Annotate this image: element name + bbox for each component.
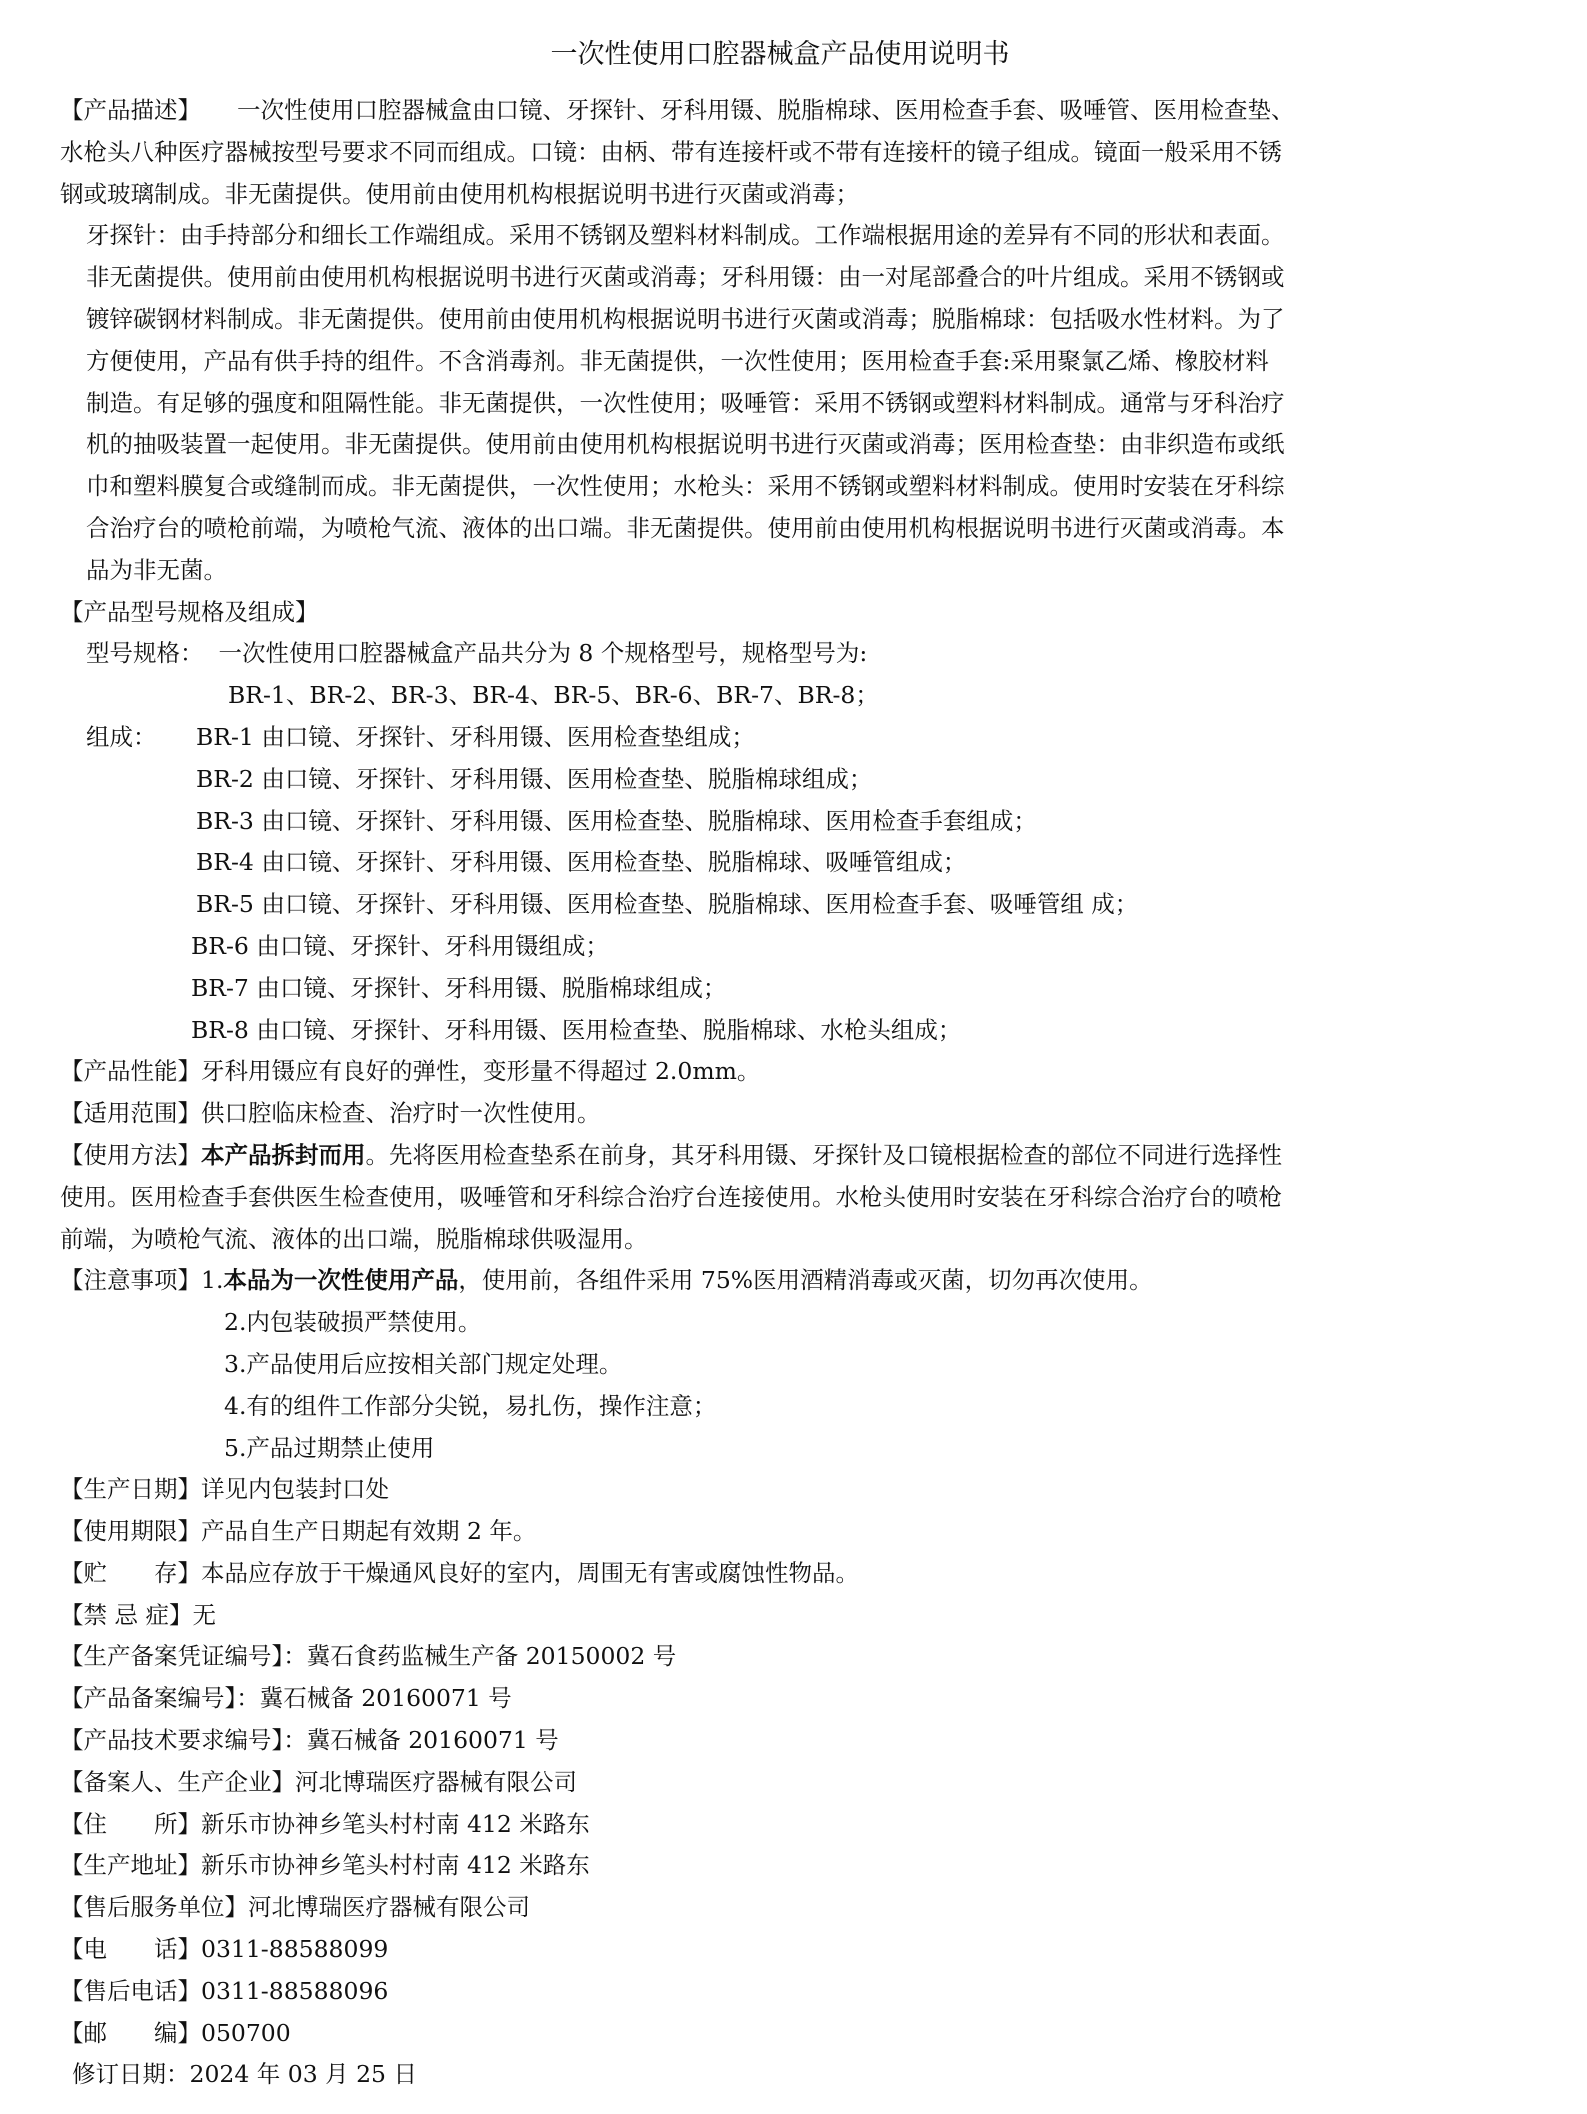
- info-after-sales-phone: 【售后电话】0311-88588096: [60, 1976, 389, 2005]
- description-line-11: 合治疗台的喷枪前端，为喷枪气流、液体的出口端。非无菌提供。使用前由使用机构根据说明书进行灭菌或消毒。本: [86, 513, 1285, 542]
- note-item-2: 2.内包装破损严禁使用。: [224, 1308, 482, 1337]
- description-line-9: 机的抽吸装置一起使用。非无菌提供。使用前由使用机构根据说明书进行灭菌或消毒；医用检查垫：由非织造布或纸: [86, 430, 1285, 459]
- model-spec-values: BR-1、BR-2、BR-3、BR-4、BR-5、BR-6、BR-7、BR-8；: [228, 681, 879, 710]
- note-item-3: 3.产品使用后应按相关部门规定处理。: [224, 1349, 623, 1378]
- composition-line-7: BR-7 由口镜、牙探针、牙科用镊、脱脂棉球组成；: [191, 973, 727, 1002]
- scope-line: [60, 1093, 1520, 1135]
- info-product-filing: 【产品备案编号】：冀石械备 20160071 号: [60, 1684, 512, 1713]
- model-spec-text: 一次性使用口腔器械盒产品共分为 8 个规格型号，规格型号为:: [218, 639, 868, 668]
- models-section: [60, 592, 1520, 1052]
- info-address: 【住 所】新乐市协神乡笔头村村南 412 米路东: [60, 1809, 590, 1838]
- info-tech-requirement: 【产品技术要求编号】：冀石械备 20160071 号: [60, 1726, 559, 1755]
- usage-label: 【使用方法】: [60, 1140, 201, 1169]
- info-production-license: 【生产备案凭证编号】：冀石食药监械生产备 20150002 号: [60, 1642, 677, 1671]
- info-production-date: 【生产日期】详见内包装封口处: [60, 1475, 389, 1504]
- info-postcode: 【邮 编】050700: [60, 2018, 291, 2047]
- usage-line-2: 使用。医用检查手套供医生检查使用，吸唾管和牙科综合治疗台连接使用。水枪头使用时安装在牙科综合治疗台的喷枪: [60, 1182, 1282, 1211]
- instruction-document: [60, 20, 1520, 2096]
- notes-section: [60, 1260, 1520, 1469]
- scope-label: 【适用范围】: [60, 1099, 201, 1128]
- info-production-address: 【生产地址】新乐市协神乡笔头村村南 412 米路东: [60, 1851, 590, 1880]
- info-phone: 【电 话】0311-88588099: [60, 1935, 389, 1964]
- description-line-1: 【产品描述】 一次性使用口腔器械盒由口镜、牙探针、牙科用镊、脱脂棉球、医用检查手套、吸唾管、医用检查垫、: [60, 96, 1295, 124]
- usage-line-3: 前端，为喷枪气流、液体的出口端，脱脂棉球供吸湿用。: [60, 1224, 648, 1253]
- notes-label: 【注意事项】: [60, 1266, 201, 1295]
- info-contraindication: 【禁 忌 症】无: [60, 1600, 216, 1629]
- info-validity: 【使用期限】产品自生产日期起有效期 2 年。: [60, 1517, 537, 1546]
- description-line-2: 水枪头八种医疗器械按型号要求不同而组成。口镜：由柄、带有连接杆或不带有连接杆的镜子组成。镜面一般采用不锈: [60, 137, 1282, 166]
- description-line-10: 巾和塑料膜复合或缝制而成。非无菌提供，一次性使用；水枪头：采用不锈钢或塑料材料制成。使用时安装在牙科综: [86, 472, 1285, 501]
- document-title: 一次性使用口腔器械盒产品使用说明书: [550, 39, 1010, 70]
- model-spec-label: 型号规格：: [86, 639, 204, 668]
- description-line-12: 品为非无菌。: [86, 555, 227, 584]
- info-section: [60, 1469, 1520, 2054]
- performance-line: [60, 1051, 1520, 1093]
- composition-line-4: BR-4 由口镜、牙探针、牙科用镊、医用检查垫、脱脂棉球、吸唾管组成；: [196, 848, 967, 877]
- model-spec-line: [60, 633, 1520, 675]
- composition-line-2: BR-2 由口镜、牙探针、牙科用镊、医用检查垫、脱脂棉球组成；: [196, 764, 873, 793]
- usage-bold-text: 本产品拆封而用: [201, 1140, 366, 1169]
- composition-line-1: 组成： BR-1 由口镜、牙探针、牙科用镊、医用检查垫组成；: [60, 717, 1520, 759]
- scope-text: 供口腔临床检查、治疗时一次性使用。: [201, 1099, 601, 1128]
- models-label: 【产品型号规格及组成】: [60, 597, 319, 626]
- description-line-5: 非无菌提供。使用前由使用机构根据说明书进行灭菌或消毒；牙科用镊：由一对尾部叠合的叶片组成。采用不锈钢或: [86, 263, 1285, 292]
- revision-date: 修订日期：2024 年 03 月 25 日: [72, 2060, 417, 2089]
- composition-line-5: BR-5 由口镜、牙探针、牙科用镊、医用检查垫、脱脂棉球、医用检查手套、吸唾管组 成；: [196, 890, 1139, 919]
- note-item-4: 4.有的组件工作部分尖锐，易扎伤，操作注意；: [224, 1391, 717, 1420]
- description-label: 【产品描述】: [60, 96, 201, 124]
- info-storage: 【贮 存】本品应存放于干燥通风良好的室内，周围无有害或腐蚀性物品。: [60, 1558, 859, 1587]
- usage-section: [60, 1135, 1520, 1260]
- description-line-4: 牙探针：由手持部分和细长工作端组成。采用不锈钢及塑料材料制成。工作端根据用途的差异有不同的形状和表面。: [86, 221, 1285, 250]
- composition-label: 组成：: [86, 722, 157, 751]
- note-bold-text: 本品为一次性使用产品: [223, 1266, 459, 1295]
- composition-line-3: BR-3 由口镜、牙探针、牙科用镊、医用检查垫、脱脂棉球、医用检查手套组成；: [196, 806, 1037, 835]
- performance-label: 【产品性能】: [60, 1057, 201, 1086]
- product-description-section: [60, 90, 1520, 592]
- description-line-6: 镀锌碳钢材料制成。非无菌提供。使用前由使用机构根据说明书进行灭菌或消毒；脱脂棉球：包括吸水性材料。为了: [86, 304, 1285, 333]
- performance-text: 牙科用镊应有良好的弹性，变形量不得超过 2.0mm。: [201, 1057, 761, 1086]
- description-line-8: 制造。有足够的强度和阻隔性能。非无菌提供，一次性使用；吸唾管：采用不锈钢或塑料材料制成。通常与牙科治疗: [86, 388, 1285, 417]
- note-item-5: 5.产品过期禁止使用: [224, 1433, 435, 1462]
- description-line-3: 钢或玻璃制成。非无菌提供。使用前由使用机构根据说明书进行灭菌或消毒；: [60, 179, 859, 208]
- composition-line-6: BR-6 由口镜、牙探针、牙科用镊组成；: [191, 931, 609, 960]
- composition-line-8: BR-8 由口镜、牙探针、牙科用镊、医用检查垫、脱脂棉球、水枪头组成；: [191, 1015, 962, 1044]
- info-after-sales-unit: 【售后服务单位】河北博瑞医疗器械有限公司: [60, 1893, 530, 1922]
- description-line-7: 方便使用，产品有供手持的组件。不含消毒剂。非无菌提供，一次性使用；医用检查手套:采用聚氯乙烯、橡胶材料: [86, 346, 1269, 375]
- info-manufacturer: 【备案人、生产企业】河北博瑞医疗器械有限公司: [60, 1767, 577, 1796]
- note-item-1: 【注意事项】1.本品为一次性使用产品，使用前，各组件采用 75%医用酒精消毒或灭菌，切勿再次使用。: [60, 1266, 1153, 1295]
- usage-line-1: 【使用方法】本产品拆封而用。先将医用检查垫系在前身，其牙科用镊、牙探针及口镜根据检查的部位不同进行选择性: [60, 1140, 1282, 1169]
